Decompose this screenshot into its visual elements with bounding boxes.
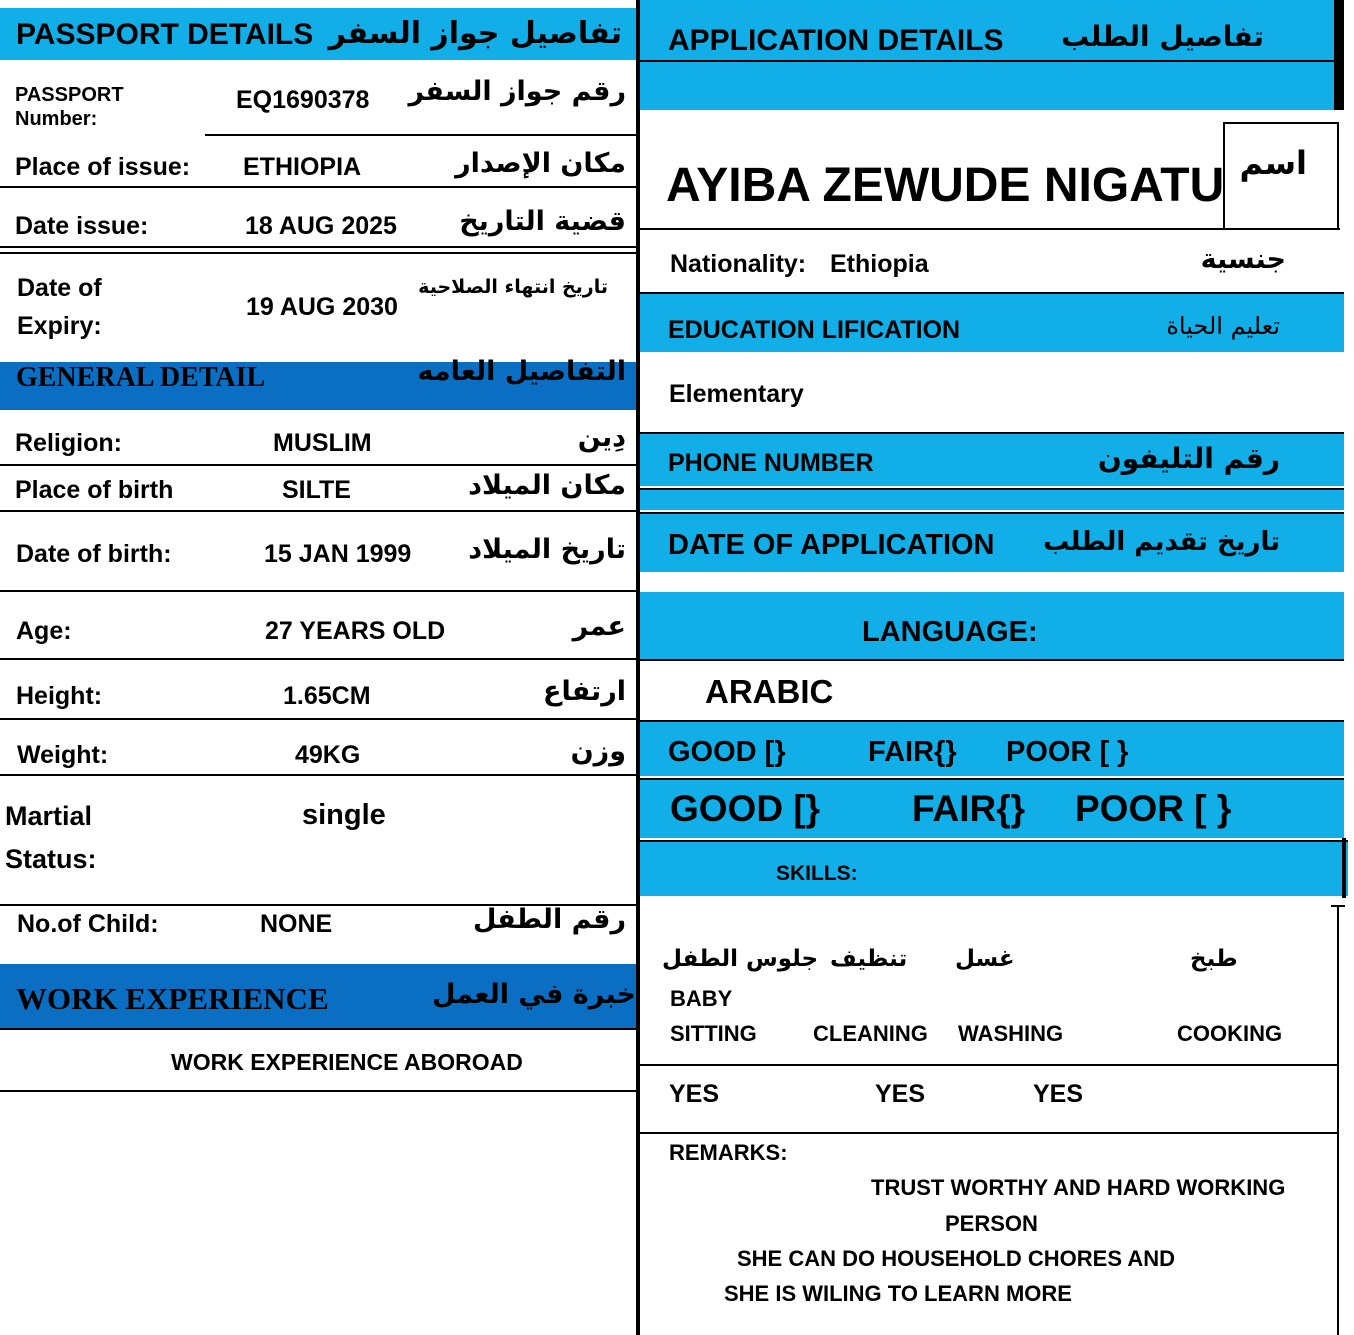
skill-cleaning-en: CLEANING xyxy=(813,1021,928,1046)
weight-label: Weight: xyxy=(17,741,109,769)
place-of-issue-value: ETHIOPIA xyxy=(243,153,362,181)
date-issue-label: Date issue: xyxy=(15,212,149,240)
skill-baby-sitting-en-1: BABY xyxy=(670,986,733,1011)
general-header-ar: التفاصيل العامه xyxy=(417,356,626,387)
education-value: Elementary xyxy=(669,380,804,408)
phone-value-row xyxy=(640,488,1344,510)
work-experience-header-en: WORK EXPERIENCE xyxy=(16,981,329,1016)
date-issue-value: 18 AUG 2025 xyxy=(245,212,397,240)
remarks-line-4: SHE IS WILING TO LEARN MORE xyxy=(724,1281,1072,1306)
nationality-value: Ethiopia xyxy=(830,250,929,278)
divider xyxy=(640,60,1338,62)
work-experience-abroad: WORK EXPERIENCE ABOROAD xyxy=(171,1049,523,1075)
rating-poor: POOR [ } xyxy=(1075,788,1232,829)
skills-right-border xyxy=(1337,905,1339,1335)
height-label: Height: xyxy=(16,682,103,710)
place-of-birth-label: Place of birth xyxy=(15,476,174,504)
religion-label: Religion: xyxy=(15,429,122,457)
education-header xyxy=(640,292,1344,352)
expiry-ar: تاريخ انتهاء الصلاحية xyxy=(418,276,608,298)
divider xyxy=(0,1090,638,1092)
date-of-application-header xyxy=(640,512,1344,572)
passport-number-label: PASSPORT xyxy=(15,84,124,106)
date-of-application-en: DATE OF APPLICATION xyxy=(668,529,995,561)
divider xyxy=(0,590,638,592)
right-border xyxy=(1334,0,1344,110)
skill-baby-sitting-ar: جلوس الطفل xyxy=(662,946,819,972)
date-issue-ar: قضية التاريخ xyxy=(459,206,626,237)
skills-header xyxy=(640,840,1348,896)
remarks-line-2: PERSON xyxy=(945,1211,1038,1236)
skill-cleaning-ar: تنظيف xyxy=(830,946,908,972)
divider xyxy=(0,1028,638,1030)
divider xyxy=(205,134,638,136)
date-of-application-ar: تاريخ تقديم الطلب xyxy=(1043,527,1280,557)
divider xyxy=(0,246,638,248)
age-label: Age: xyxy=(16,617,72,645)
skill-washing-answer: YES xyxy=(1033,1080,1084,1108)
divider xyxy=(0,718,638,720)
education-header-en: EDUCATION LIFICATION xyxy=(668,316,961,344)
place-of-issue-ar: مكان الإصدار xyxy=(455,148,626,179)
children-label: No.of Child: xyxy=(17,910,159,938)
divider xyxy=(640,228,1340,230)
skill-cleaning-answer: YES xyxy=(875,1080,926,1108)
height-value: 1.65CM xyxy=(283,682,371,710)
skill-cooking-ar: طبخ xyxy=(1190,946,1238,972)
passport-header-ar: تفاصيل جواز السفر xyxy=(328,16,622,51)
weight-ar: وزن xyxy=(570,736,626,767)
marital-value: single xyxy=(302,799,386,831)
divider xyxy=(0,186,638,188)
remarks-line-1: TRUST WORTHY AND HARD WORKING xyxy=(871,1175,1286,1200)
expiry-label-2: Expiry: xyxy=(17,312,102,340)
general-header-en: GENERAL DETAIL xyxy=(16,362,266,393)
right-border xyxy=(1342,838,1346,898)
date-of-birth-ar: تاريخ الميلاد xyxy=(468,534,626,565)
general-header xyxy=(0,356,638,410)
language-header-label: LANGUAGE: xyxy=(862,616,1038,648)
height-ar: ارتفاع xyxy=(543,676,626,707)
marital-label-2: Status: xyxy=(5,844,97,874)
passport-number-label-2: Number: xyxy=(15,108,98,130)
skill-baby-sitting-en-2: SITTING xyxy=(670,1021,757,1046)
children-value: NONE xyxy=(260,910,333,938)
skills-header-label: SKILLS: xyxy=(776,862,858,885)
education-header-ar: تعليم الحياة xyxy=(1166,312,1280,340)
phone-header xyxy=(640,432,1344,486)
remarks-label: REMARKS: xyxy=(669,1140,788,1165)
age-value: 27 YEARS OLD xyxy=(265,617,446,645)
children-ar: رقم الطفل xyxy=(472,904,626,935)
work-experience-header-ar: خبرة في العمل xyxy=(432,979,636,1010)
place-of-birth-value: SILTE xyxy=(282,476,351,504)
divider xyxy=(0,464,638,466)
rating-fair: FAIR{} xyxy=(868,736,957,768)
divider xyxy=(0,774,638,776)
skills-top-border xyxy=(1331,905,1345,907)
remarks-line-3: SHE CAN DO HOUSEHOLD CHORES AND xyxy=(737,1246,1175,1271)
divider xyxy=(640,659,1344,661)
expiry-value: 19 AUG 2030 xyxy=(246,293,398,321)
application-section xyxy=(640,0,1354,1335)
place-of-birth-ar: مكان الميلاد xyxy=(468,470,626,501)
rating-good: GOOD [} xyxy=(670,788,821,829)
name-ar: اسم xyxy=(1239,144,1307,182)
nationality-ar: جنسية xyxy=(1200,244,1286,275)
age-ar: عمر xyxy=(572,611,626,642)
date-of-birth-label: Date of birth: xyxy=(16,540,172,568)
religion-value: MUSLIM xyxy=(273,429,372,457)
application-header xyxy=(640,0,1338,110)
passport-section xyxy=(0,0,638,1335)
weight-value: 49KG xyxy=(295,741,361,769)
expiry-label: Date of xyxy=(17,274,102,302)
passport-header-en: PASSPORT DETAILS xyxy=(16,18,314,51)
place-of-issue-label: Place of issue: xyxy=(15,153,191,181)
phone-header-ar: رقم التليفون xyxy=(1097,442,1280,475)
divider xyxy=(0,510,638,512)
rating-good: GOOD [} xyxy=(668,736,786,768)
name-ar-box xyxy=(1223,122,1339,230)
passport-number-value: EQ1690378 xyxy=(236,86,370,114)
skill-washing-en: WASHING xyxy=(958,1021,1064,1046)
skill-baby-sitting-answer: YES xyxy=(669,1080,720,1108)
divider xyxy=(640,1132,1338,1134)
language-value: ARABIC xyxy=(705,673,834,710)
skill-cooking-en: COOKING xyxy=(1177,1021,1283,1046)
work-experience-header xyxy=(0,964,638,1028)
language-header xyxy=(640,592,1344,660)
divider xyxy=(640,1064,1338,1066)
date-of-birth-value: 15 JAN 1999 xyxy=(264,540,412,568)
rating-poor: POOR [ } xyxy=(1006,736,1129,768)
applicant-name: AYIBA ZEWUDE NIGATU xyxy=(666,159,1225,212)
rating-fair: FAIR{} xyxy=(912,788,1026,829)
rating-row-1 xyxy=(640,720,1344,776)
application-header-en: APPLICATION DETAILS xyxy=(668,24,1004,57)
divider xyxy=(0,252,638,254)
religion-ar: دِين xyxy=(577,422,626,453)
phone-header-en: PHONE NUMBER xyxy=(668,449,874,477)
passport-header xyxy=(0,8,638,60)
nationality-label: Nationality: xyxy=(670,250,807,278)
marital-label: Martial xyxy=(5,801,93,831)
application-header-ar: تفاصيل الطلب xyxy=(1061,20,1264,53)
passport-number-ar: رقم جواز السفر xyxy=(408,76,626,107)
divider xyxy=(0,658,638,660)
skill-washing-ar: غسل xyxy=(955,946,1015,972)
rating-row-2 xyxy=(640,778,1344,838)
